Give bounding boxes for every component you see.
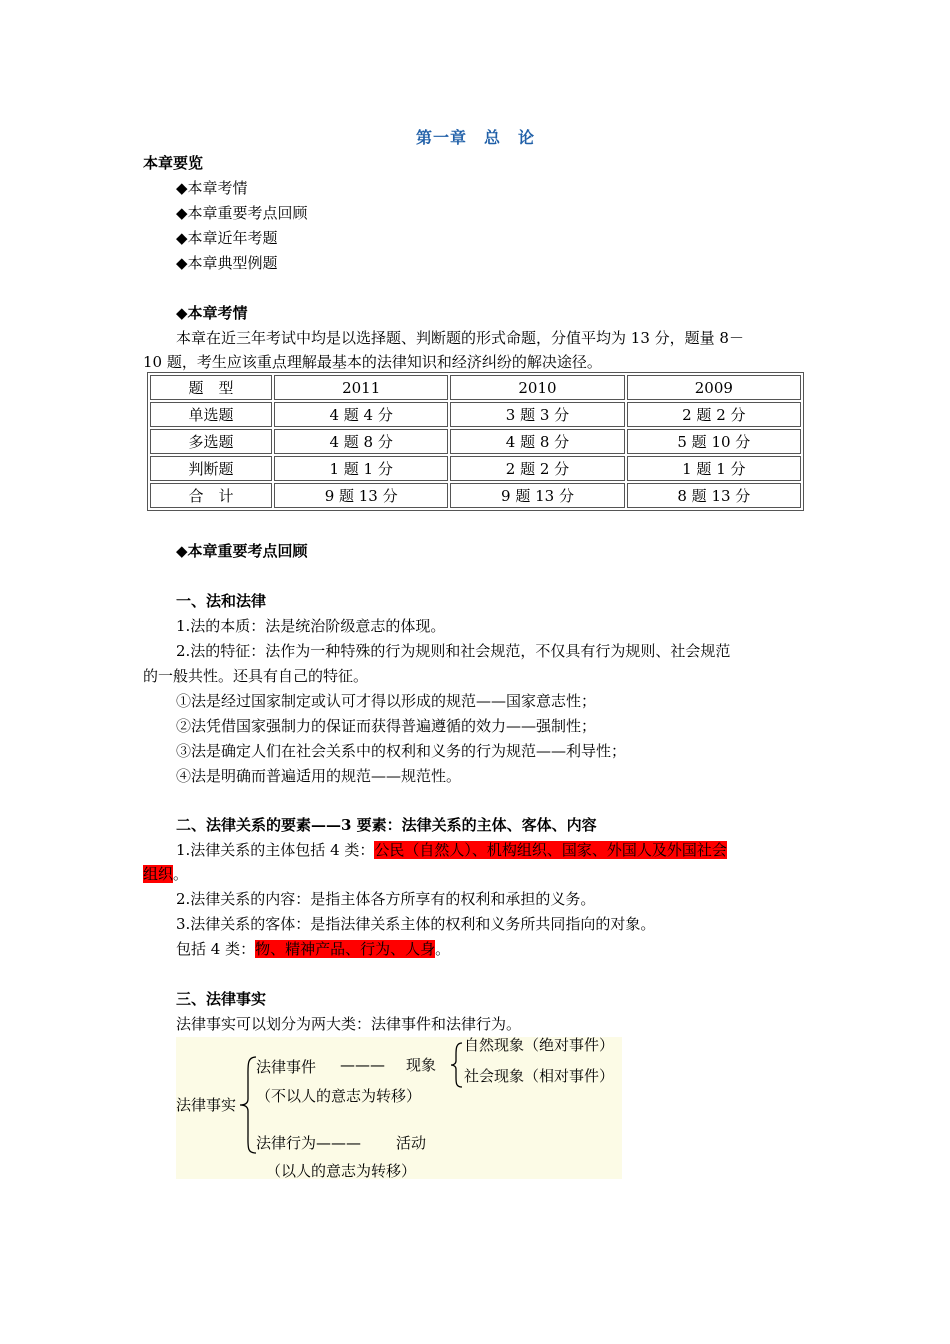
table-cell: 9 题 13 分 <box>274 483 448 508</box>
diagram-natural: 自然现象（绝对事件） <box>464 1036 615 1054</box>
paragraph-text: 。 <box>173 865 189 883</box>
diagram-root-label: 法律事实 <box>176 1096 237 1114</box>
overview-heading: 本章要览 <box>143 154 204 172</box>
highlighted-text: 组织 <box>143 865 174 883</box>
overview-item: ◆本章考情 <box>176 179 248 197</box>
overview-item: ◆本章重要考点回顾 <box>176 204 308 222</box>
table-cell: 5 题 10 分 <box>627 429 801 454</box>
table-row <box>150 402 801 427</box>
diagram-event: 法律事件 <box>256 1058 317 1076</box>
diagram-activity: 活动 <box>396 1134 427 1152</box>
table-header-cell: 2009 <box>627 375 801 400</box>
paragraph <box>176 840 727 860</box>
table-cell: 多选题 <box>150 429 272 454</box>
table-cell: 4 题 8 分 <box>450 429 624 454</box>
feature-item: ③法是确定人们在社会关系中的权利和义务的行为规范——利导性； <box>176 742 627 760</box>
diagram-braces <box>176 1037 622 1179</box>
paragraph: 1.法的本质：法是统治阶级意志的体现。 <box>176 617 446 635</box>
table-cell: 4 题 4 分 <box>274 402 448 427</box>
paragraph <box>143 864 188 884</box>
highlighted-text: 物、精神产品、行为、人身 <box>255 940 436 958</box>
table-cell: 2 题 2 分 <box>450 456 624 481</box>
exam-paragraph: 本章在近三年考试中均是以选择题、判断题的形式命题，分值平均为 13 分，题量 8－ <box>176 329 744 347</box>
feature-item: ①法是经过国家制定或认可才得以形成的规范——国家意志性； <box>176 692 597 710</box>
table-cell: 3 题 3 分 <box>450 402 624 427</box>
paragraph-text: 1.法律关系的主体包括 4 类： <box>176 841 375 859</box>
section-heading: 三、法律事实 <box>176 990 267 1008</box>
table-header-cell: 2010 <box>450 375 624 400</box>
diagram-act: 法律行为——— <box>256 1134 362 1152</box>
table-header-cell: 题 型 <box>150 375 272 400</box>
diagram-event-dash: ——— <box>340 1056 385 1074</box>
paragraph: 2.法的特征：法作为一种特殊的行为规则和社会规范，不仅具有行为规则、社会规范 <box>176 642 731 660</box>
overview-item: ◆本章近年考题 <box>176 229 278 247</box>
table-cell: 1 题 1 分 <box>627 456 801 481</box>
table-cell: 合 计 <box>150 483 272 508</box>
diagram-act-note: （以人的意志为转移） <box>266 1162 417 1180</box>
table-cell: 8 题 13 分 <box>627 483 801 508</box>
section-heading: 二、法律关系的要素——3 要素：法律关系的主体、客体、内容 <box>176 816 597 834</box>
paragraph-text: 。 <box>435 940 451 958</box>
table-cell: 9 题 13 分 <box>450 483 624 508</box>
feature-item: ②法凭借国家强制力的保证而获得普遍遵循的效力——强制性； <box>176 717 597 735</box>
table-row <box>150 483 801 508</box>
overview-item: ◆本章典型例题 <box>176 254 278 272</box>
diagram-phenomenon: 现象 <box>406 1056 437 1074</box>
paragraph: 2.法律关系的内容：是指主体各方所享有的权利和承担的义务。 <box>176 890 596 908</box>
diagram-event-note: （不以人的意志为转移） <box>256 1087 422 1105</box>
table-cell: 1 题 1 分 <box>274 456 448 481</box>
paragraph: 3.法律关系的客体：是指法律关系主体的权利和义务所共同指向的对象。 <box>176 915 656 933</box>
review-heading: ◆本章重要考点回顾 <box>176 542 308 560</box>
table-row <box>150 456 801 481</box>
table-header-row <box>150 375 801 400</box>
table-row <box>150 429 801 454</box>
exam-stats-table <box>147 372 804 511</box>
paragraph-text: 包括 4 类： <box>176 940 256 958</box>
section-heading: 一、法和法律 <box>176 592 267 610</box>
event-brace <box>451 1043 462 1087</box>
feature-item: ④法是明确而普遍适用的规范——规范性。 <box>176 767 462 785</box>
paragraph: 的一般共性。还具有自己的特征。 <box>143 667 369 685</box>
legal-fact-diagram <box>176 1037 622 1179</box>
exam-paragraph: 10 题，考生应该重点理解最基本的法律知识和经济纠纷的解决途径。 <box>143 353 602 371</box>
table-cell: 2 题 2 分 <box>627 402 801 427</box>
page-title: 第一章 总 论 <box>416 128 536 147</box>
diagram-social: 社会现象（相对事件） <box>464 1067 615 1085</box>
paragraph: 法律事实可以划分为两大类：法律事件和法律行为。 <box>176 1015 522 1033</box>
table-cell: 判断题 <box>150 456 272 481</box>
exam-heading: ◆本章考情 <box>176 304 248 322</box>
paragraph <box>176 939 450 959</box>
table-cell: 4 题 8 分 <box>274 429 448 454</box>
table-cell: 单选题 <box>150 402 272 427</box>
highlighted-text: 公民（自然人）、机构组织、国家、外国人及外国社会 <box>374 841 727 859</box>
table-header-cell: 2011 <box>274 375 448 400</box>
root-brace <box>240 1057 256 1153</box>
